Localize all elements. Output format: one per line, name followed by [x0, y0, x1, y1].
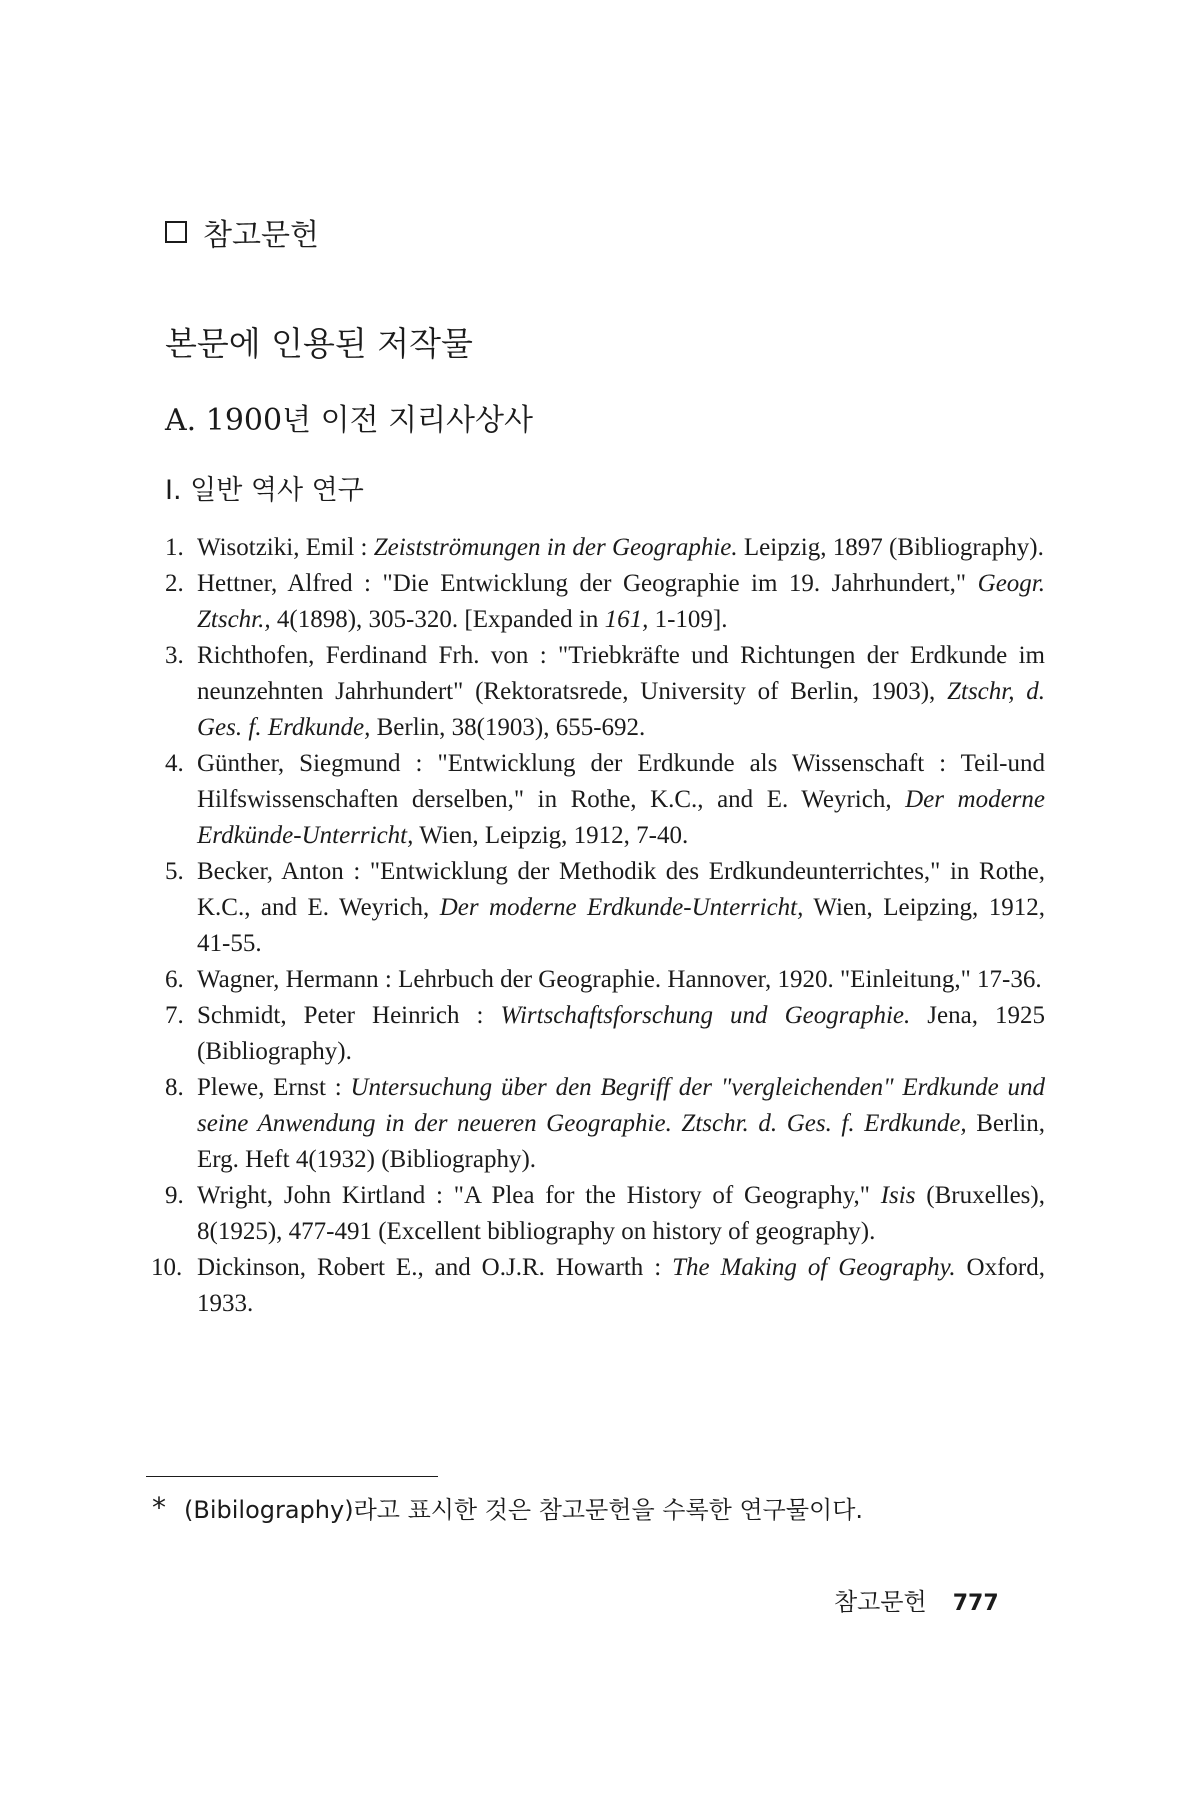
reference-title: Der moderne Erdkünde-Unterricht,: [197, 786, 1046, 849]
reference-item: [151, 1250, 1045, 1322]
reference-item: [165, 998, 1045, 1070]
reference-item: [165, 854, 1045, 962]
reference-text: 4(1898), 305-320. [Expanded in: [270, 606, 605, 633]
reference-text: Wagner, Hermann : Lehrbuch der Geographie. Hannover, 1920. "Einleitung," 17-36.: [197, 966, 1042, 993]
reference-text: 1-109].: [648, 606, 728, 633]
reference-number: 9.: [165, 1182, 184, 1209]
reference-title: Geogr. Ztschr.,: [197, 570, 1045, 633]
reference-text: Wien, Leipzing, 1912, 41-55.: [197, 894, 1045, 957]
reference-number: 8.: [165, 1074, 184, 1101]
reference-number: 4.: [165, 750, 184, 777]
reference-item: [165, 530, 1045, 566]
reference-item: [165, 1178, 1045, 1250]
reference-text: Berlin, Erg. Heft 4(1932) (Bibliography).: [197, 1110, 1045, 1173]
reference-text: Becker, Anton : "Entwicklung der Methodik des Erdkundeunterrichtes," in Rothe, K.C., and E. Weyrich,: [197, 858, 1045, 921]
reference-item: [165, 1070, 1045, 1178]
reference-text: Wisotziki, Emil :: [197, 534, 374, 561]
page-footer: [834, 1582, 999, 1617]
reference-number: 5.: [165, 858, 184, 885]
reference-text: Richthofen, Ferdinand Frh. von : "Triebkräfte und Richtungen der Erdkunde im neunzehnten Jahrhundert" (Rektoratsrede, University of Berlin, 1903),: [197, 642, 1045, 705]
reference-item: [165, 638, 1045, 746]
reference-number: 2.: [165, 570, 184, 597]
reference-text: Jena, 1925 (Bibliography).: [197, 1002, 1045, 1065]
reference-list: [151, 530, 1046, 1322]
section-i-heading: I. 일반 역사 연구: [165, 475, 364, 506]
reference-text: Plewe, Ernst :: [197, 1074, 351, 1101]
reference-item: [165, 962, 1045, 998]
footer-label: 참고문헌: [834, 1588, 927, 1616]
reference-text: Günther, Siegmund : "Entwicklung der Erdkunde als Wissenschaft : Teil-und Hilfswissenschaften derselben," in Rothe, K.C., and E. Weyrich,: [197, 750, 1045, 813]
reference-title: Ztschr, d. Ges. f. Erdkunde,: [197, 678, 1046, 741]
references-heading-text: 참고문헌: [203, 218, 319, 253]
reference-text: Leipzig, 1897 (Bibliography).: [737, 534, 1044, 561]
checkbox-square-icon: [165, 221, 187, 243]
footnote-divider: [146, 1476, 438, 1477]
reference-title: Der moderne Erdkunde-Unterricht,: [439, 894, 804, 921]
reference-title: Isis: [880, 1182, 916, 1209]
reference-title: Wirtschaftsforschung und Geographie.: [500, 1002, 911, 1029]
reference-number: 6.: [165, 966, 184, 993]
footnote: [152, 1490, 863, 1525]
reference-text: Dickinson, Robert E., and O.J.R. Howarth :: [197, 1254, 673, 1281]
reference-item: [165, 566, 1045, 638]
reference-item: [165, 746, 1045, 854]
cited-works-subheading: 본문에 인용된 저작물: [165, 324, 473, 363]
reference-title: 161,: [604, 606, 649, 633]
reference-text: Wright, John Kirtland : "A Plea for the History of Geography,": [197, 1182, 881, 1209]
reference-text: Berlin, 38(1903), 655-692.: [370, 714, 646, 741]
footnote-asterisk: *: [152, 1491, 166, 1524]
reference-text: Schmidt, Peter Heinrich :: [197, 1002, 501, 1029]
reference-text: (Bruxelles), 8(1925), 477-491 (Excellent bibliography on history of geography).: [197, 1182, 1045, 1245]
reference-text: Wien, Leipzig, 1912, 7-40.: [413, 822, 689, 849]
reference-title: Zeistströmungen in der Geographie.: [373, 534, 738, 561]
reference-title: The Making of Geography.: [672, 1254, 956, 1281]
reference-number: 3.: [165, 642, 184, 669]
reference-number: 1.: [165, 534, 184, 561]
reference-title: Untersuchung über den Begriff der "vergleichenden" Erdkunde und seine Anwendung in der neueren Geographie. Ztschr. d. Ges. f. Erdkunde,: [197, 1074, 1045, 1137]
references-heading: [165, 210, 319, 254]
reference-text: Hettner, Alfred : "Die Entwicklung der Geographie im 19. Jahrhundert,": [197, 570, 978, 597]
footnote-text: (Bibilography)라고 표시한 것은 참고문헌을 수록한 연구물이다.: [184, 1496, 864, 1524]
page-number: 777: [952, 1591, 999, 1616]
reference-number: 10.: [151, 1254, 183, 1281]
reference-number: 7.: [165, 1002, 184, 1029]
reference-text: Oxford, 1933.: [197, 1254, 1045, 1317]
section-a-heading: A. 1900년 이전 지리사상사: [165, 403, 533, 438]
